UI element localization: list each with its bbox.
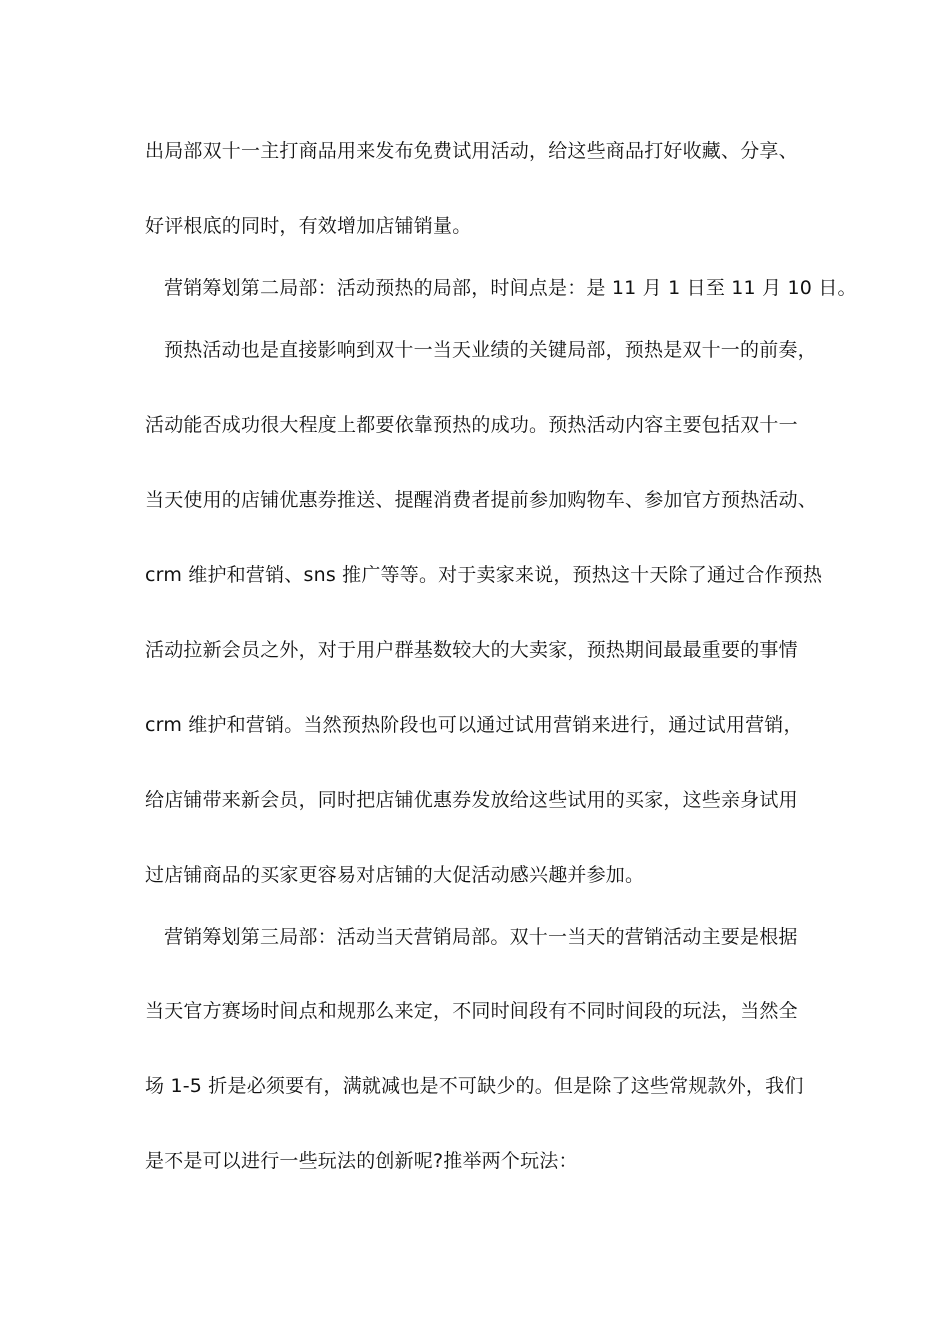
- text-line: 给店铺带来新会员，同时把店铺优惠券发放给这些试用的买家，这些亲身试用: [145, 789, 798, 811]
- paragraph-heading: 营销筹划第二局部：活动预热的局部，时间点是：是 11 月 1 日至 11 月 10 日。: [164, 277, 857, 299]
- paragraph-heading: 营销筹划第三局部：活动当天营销局部。双十一当天的营销活动主要是根据: [164, 926, 798, 948]
- text-line: 过店铺商品的买家更容易对店铺的大促活动感兴趣并参加。: [145, 864, 645, 886]
- text-line: 活动能否成功很大程度上都要依靠预热的成功。预热活动内容主要包括双十一: [145, 414, 798, 436]
- text-line: crm 维护和营销、sns 推广等等。对于卖家来说，预热这十天除了通过合作预热: [145, 564, 823, 586]
- text-line: 当天使用的店铺优惠券推送、提醒消费者提前参加购物车、参加官方预热活动、: [145, 489, 818, 511]
- text-line: 预热活动也是直接影响到双十一当天业绩的关键局部，预热是双十一的前奏，: [164, 339, 817, 361]
- text-line: 好评根底的同时，有效增加店铺销量。: [145, 215, 472, 237]
- text-line: 场 1-5 折是必须要有，满就减也是不可缺少的。但是除了这些常规款外，我们: [145, 1075, 804, 1097]
- text-line: 活动拉新会员之外，对于用户群基数较大的大卖家，预热期间最最重要的事情: [145, 639, 798, 661]
- text-line: 出局部双十一主打商品用来发布免费试用活动，给这些商品打好收藏、分享、: [145, 140, 798, 162]
- text-line: 是不是可以进行一些玩法的创新呢?推举两个玩法：: [145, 1150, 578, 1172]
- text-line: 当天官方赛场时间点和规那么来定，不同时间段有不同时间段的玩法，当然全: [145, 1000, 798, 1022]
- text-line: crm 维护和营销。当然预热阶段也可以通过试用营销来进行，通过试用营销，: [145, 714, 803, 736]
